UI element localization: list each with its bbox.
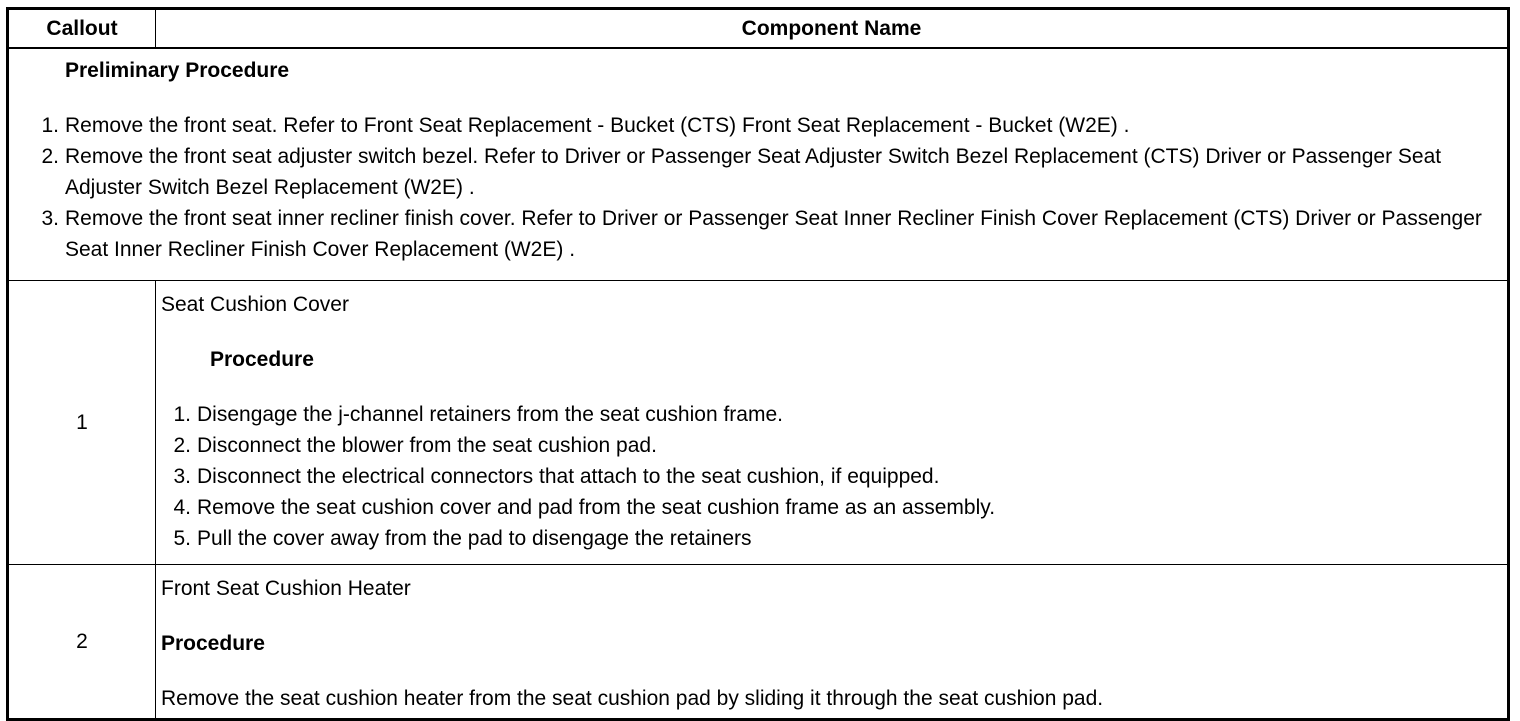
preliminary-steps-list [29,110,1491,265]
list-item: 4. Remove the seat cushion cover and pad from the seat cushion frame as an assembly. [173,496,996,519]
list-item: 2. Disconnect the blower from the seat cushion pad. [173,434,657,457]
list-item: 1. Disengage the j-channel retainers from the seat cushion frame. [173,403,783,426]
list-item: 1. Remove the front seat. Refer to Front Seat Replacement - Bucket (CTS) Front Seat Replacement - Bucket (W2E) . [41,114,1130,137]
table-row [8,565,1509,720]
table-row [8,281,1509,565]
list-item: 3. Disconnect the electrical connectors that attach to the seat cushion, if equipped. [173,465,940,488]
list-item: 3. Remove the front seat inner recliner finish cover. Refer to Driver or Passenger Seat Inner Recliner Finish Cover Replacement (CTS) Driver or Passenger Seat Inner Recliner Finish Cover Replacement (W2E) . [41,207,1482,261]
component-name: Seat Cushion Cover [161,293,349,316]
callout-number: 1 [8,281,156,565]
list-item: 2. Remove the front seat adjuster switch bezel. Refer to Driver or Passenger Seat Adjuster Switch Bezel Replacement (CTS) Driver or Passenger Seat Adjuster Switch Bezel Replacement (W2E) . [41,145,1442,199]
preliminary-procedure-cell [8,48,1509,281]
procedure-heading: Procedure [161,632,265,655]
component-cell [156,565,1509,720]
callout-column-header: Callout [8,9,156,49]
component-table [6,7,1510,721]
procedure-steps-list [161,399,1499,554]
procedure-description: Remove the seat cushion heater from the seat cushion pad by sliding it through the seat cushion pad. [161,687,1104,710]
component-name-column-header: Component Name [156,9,1509,49]
component-name: Front Seat Cushion Heater [161,577,411,600]
callout-number: 2 [8,565,156,720]
preliminary-procedure-row [8,48,1509,281]
procedure-heading: Procedure [210,348,314,371]
table-header-row [8,9,1509,49]
preliminary-procedure-heading: Preliminary Procedure [65,59,290,82]
component-cell [156,281,1509,565]
list-item: 5. Pull the cover away from the pad to disengage the retainers [173,527,752,550]
